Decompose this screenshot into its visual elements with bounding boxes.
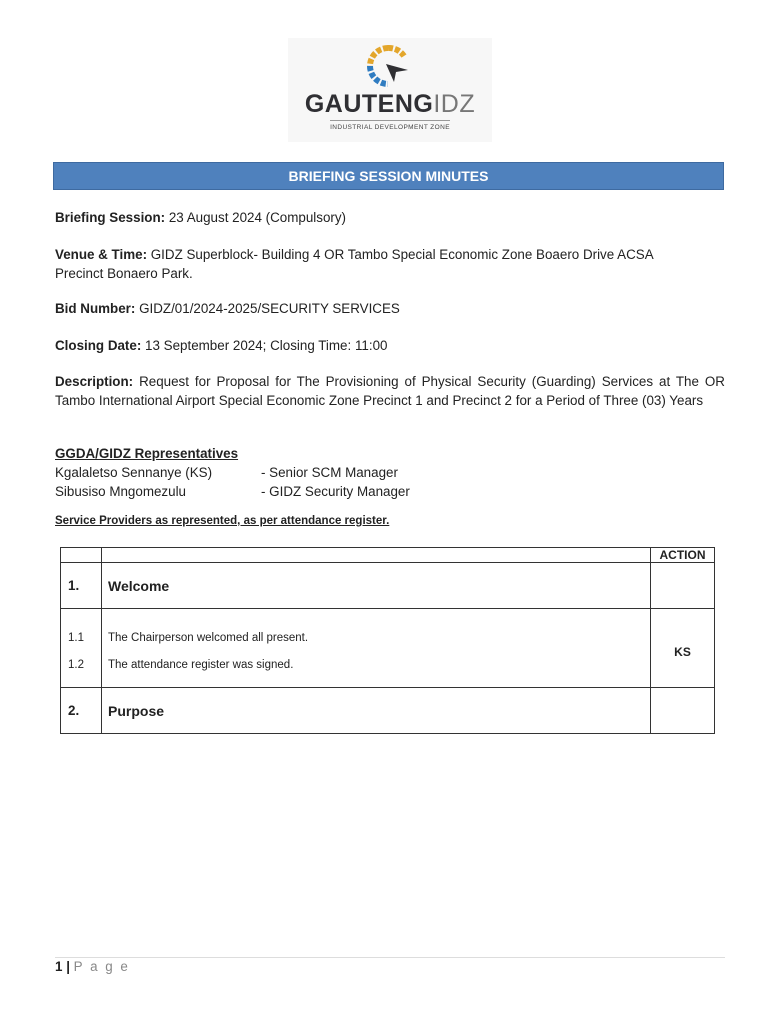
representative-role: - GIDZ Security Manager bbox=[261, 484, 410, 499]
page-label: P a g e bbox=[73, 959, 130, 974]
page-separator: | bbox=[66, 959, 70, 974]
briefing-session-field bbox=[55, 209, 346, 228]
item-action-cell bbox=[651, 609, 715, 688]
logo-subtitle: INDUSTRIAL DEVELOPMENT ZONE bbox=[330, 124, 450, 131]
item-text: The Chairperson welcomed all present. bbox=[108, 632, 309, 644]
item-number-cell bbox=[61, 609, 102, 688]
bid-number-field bbox=[55, 300, 400, 319]
briefing-session-label: Briefing Session: bbox=[55, 210, 166, 225]
section-number: 1. bbox=[61, 563, 102, 609]
closing-date-field bbox=[55, 337, 387, 356]
item-number: 1.2 bbox=[68, 659, 84, 671]
item-action: KS bbox=[674, 644, 691, 659]
item-text: The attendance register was signed. bbox=[108, 659, 294, 671]
table-row bbox=[61, 609, 715, 688]
header-item-cell bbox=[102, 548, 651, 563]
table-row bbox=[61, 688, 715, 734]
description-field bbox=[55, 373, 725, 410]
section-title: Welcome bbox=[102, 563, 651, 609]
logo-divider bbox=[330, 120, 450, 121]
venue-time-value-line1: GIDZ Superblock- Building 4 OR Tambo Special Economic Zone Boaero Drive ACSA bbox=[150, 247, 654, 262]
representative-name: Sibusiso Mngomezulu bbox=[55, 484, 186, 499]
logo-wordmark bbox=[300, 90, 480, 119]
footer-divider bbox=[55, 957, 725, 958]
section-action-cell bbox=[651, 688, 715, 734]
representative-role: - Senior SCM Manager bbox=[261, 465, 398, 480]
logo-word-suffix: IDZ bbox=[433, 90, 476, 118]
table-header-row bbox=[61, 548, 715, 563]
minutes-table bbox=[60, 547, 715, 734]
representative-name: Kgalaletso Sennanye (KS) bbox=[55, 465, 213, 480]
header-number-cell bbox=[61, 548, 102, 563]
venue-time-label: Venue & Time: bbox=[55, 247, 148, 262]
closing-date-value: 13 September 2024; Closing Time: 11:00 bbox=[145, 338, 388, 353]
page-number: 1 bbox=[55, 959, 63, 974]
gauteng-idz-logo-icon bbox=[364, 44, 412, 88]
bid-number-label: Bid Number: bbox=[55, 301, 136, 316]
section-title: Purpose bbox=[102, 688, 651, 734]
venue-time-field bbox=[55, 246, 654, 283]
venue-time-value-line2: Precinct Bonaero Park. bbox=[55, 265, 193, 281]
page-footer bbox=[55, 959, 130, 974]
description-value: Request for Proposal for The Provisioning of Physical Security (Guarding) Services at The OR Tambo International Airport Special Economic Zone Precinct 1 and Precinct 2 for a Period of Three (03) Years bbox=[55, 374, 725, 408]
item-text-cell bbox=[102, 609, 651, 688]
bid-number-value: GIDZ/01/2024-2025/SECURITY SERVICES bbox=[139, 301, 400, 316]
description-label: Description: bbox=[55, 374, 134, 389]
action-column-header: ACTION bbox=[651, 548, 715, 563]
logo-word-main: GAUTENG bbox=[304, 90, 434, 118]
service-providers-note: Service Providers as represented, as per attendance register. bbox=[55, 515, 390, 527]
table-row bbox=[61, 563, 715, 609]
section-number: 2. bbox=[61, 688, 102, 734]
briefing-session-value: 23 August 2024 (Compulsory) bbox=[168, 210, 347, 225]
representatives-heading: GGDA/GIDZ Representatives bbox=[55, 446, 239, 461]
item-number: 1.1 bbox=[68, 632, 84, 644]
closing-date-label: Closing Date: bbox=[55, 338, 142, 353]
section-action-cell bbox=[651, 563, 715, 609]
document-title-banner: BRIEFING SESSION MINUTES bbox=[53, 162, 724, 190]
